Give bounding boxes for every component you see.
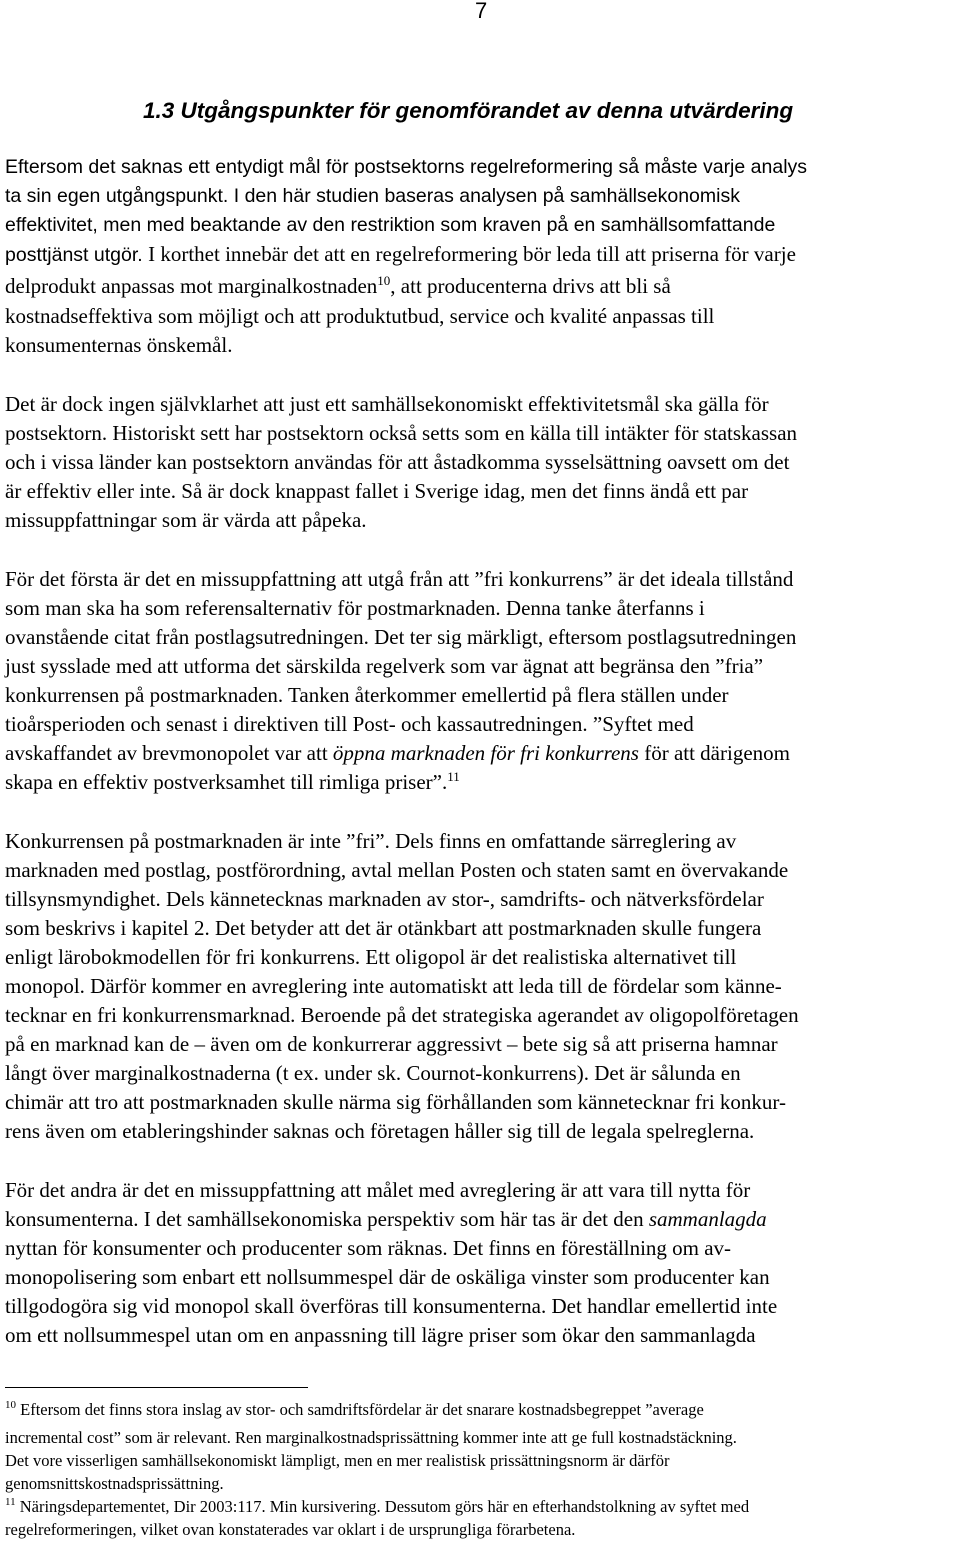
footnote-line: incremental cost” som är relevant. Ren marginalkostnadsprissättning kommer inte att ge full kostnadstäckning. bbox=[5, 1428, 737, 1447]
body-line: avskaffandet av brevmonopolet var att öppna marknaden för fri konkurrens för att därigenom bbox=[5, 741, 790, 765]
body-line: på en marknad kan de – även om de konkurrerar aggressivt – bete sig så att priserna hamnar bbox=[5, 1032, 778, 1056]
body-line: nyttan för konsumenter och producenter som räknas. Det finns en föreställning om av- bbox=[5, 1236, 732, 1260]
body-line: postsektorn. Historiskt sett har postsektorn också setts som en källa till intäkter för statskassan bbox=[5, 421, 798, 445]
emphasis-text: sammanlagda bbox=[648, 1207, 767, 1231]
body-line: tillgodogöra sig vid monopol skall överföras till konsumenterna. Det handlar emellertid inte bbox=[5, 1294, 778, 1318]
body-line: monopol. Därför kommer en avreglering inte automatiskt att leda till de fördelar som känne- bbox=[5, 974, 782, 998]
body-line: enligt lärobokmodellen för fri konkurrens. Ett oligopol är det realistiska alternativet till bbox=[5, 945, 737, 969]
body-line: För det andra är det en missuppfattning att målet med avreglering är att vara till nytta för bbox=[5, 1178, 751, 1202]
body-line: Det är dock ingen självklarhet att just ett samhällsekonomiskt effektivitetsmål ska gälla för bbox=[5, 392, 769, 416]
body-line: konsumenternas önskemål. bbox=[5, 333, 233, 357]
body-line: ta sin egen utgångspunkt. I den här studien baseras analysen på samhällsekonomisk bbox=[5, 185, 740, 207]
body-line: posttjänst utgör. I korthet innebär det att en regelreformering bör leda till att priserna för varje bbox=[5, 242, 796, 266]
body-line: just sysslade med att utforma det särskilda regelverk som var ägnat att begränsa den ”fria” bbox=[5, 654, 764, 678]
body-line: konsumenterna. I det samhällsekonomiska perspektiv som här tas är det den sammanlagda bbox=[5, 1207, 767, 1231]
body-line: effektivitet, men med beaktande av den restriktion som kraven på en samhällsomfattande bbox=[5, 214, 776, 236]
body-line: ovanstående citat från postlagsutredningen. Det ter sig märkligt, eftersom postlagsutredningen bbox=[5, 625, 797, 649]
body-line: missuppfattningar som är värda att påpeka. bbox=[5, 508, 367, 532]
footnote-line: regelreformeringen, vilket ovan konstaterades var oklart i de ursprungliga förarbetena. bbox=[5, 1520, 576, 1539]
body-line: som man ska ha som referensalternativ för postmarknaden. Denna tanke återfanns i bbox=[5, 596, 705, 620]
footnote-line: Det vore visserligen samhällsekonomiskt lämpligt, men en mer realistisk prissättningsnorm är därför bbox=[5, 1451, 670, 1470]
body-line: rens även om etableringshinder saknas och företagen håller sig till de legala spelreglerna. bbox=[5, 1119, 755, 1143]
footnote-10: $^{10}$ Eftersom det finns stora inslag av stor- och samdriftsfördelar är det snarare kostnadsbegreppet ”average bbox=[5, 1399, 704, 1419]
footnote-line: genomsnittskostnadsprissättning. bbox=[5, 1474, 224, 1493]
body-line: konkurrensen på postmarknaden. Tanken återkommer emellertid på flera ställen under bbox=[5, 683, 729, 707]
body-line: chimär att tro att postmarknaden skulle närma sig förhållanden som kännetecknar fri konkur- bbox=[5, 1090, 786, 1114]
body-line: kostnadseffektiva som möjligt och att produktutbud, service och kvalité anpassas till bbox=[5, 304, 715, 328]
body-line: monopolisering som enbart ett nollsummespel där de oskäliga vinster som producenter kan bbox=[5, 1265, 770, 1289]
section-heading: 1.3 Utgångspunkter för genomförandet av denna utvärdering bbox=[143, 98, 794, 123]
body-line: om ett nollsummespel utan om en anpassning till lägre priser som ökar den sammanlagda bbox=[5, 1323, 756, 1347]
footnote-number: 10 bbox=[5, 1399, 16, 1411]
footnote-ref-10[interactable]: 10 bbox=[377, 273, 391, 288]
body-line: skapa en effektiv postverksamhet till rimliga priser”.$^{11}$ bbox=[5, 769, 460, 794]
body-line: Eftersom det saknas ett entydigt mål för postsektorns regelreformering så måste varje analys bbox=[5, 156, 808, 178]
body-line: tioårsperioden och senast i direktiven till Post- och kassautredningen. ”Syftet med bbox=[5, 712, 694, 736]
page-number: 7 bbox=[475, 0, 488, 23]
body-line: För det första är det en missuppfattning att utgå från att ”fri konkurrens” är det ideala tillstånd bbox=[5, 567, 794, 591]
body-line: tillsynsmyndighet. Dels kännetecknas marknaden av stor-, samdrifts- och nätverksfördelar bbox=[5, 887, 764, 911]
body-line: är effektiv eller inte. Så är dock knappast fallet i Sverige idag, men det finns ändå ett par bbox=[5, 479, 749, 503]
body-line: och i vissa länder kan postsektorn användas för att åstadkomma sysselsättning oavsett om det bbox=[5, 450, 790, 474]
footnote-number: 11 bbox=[5, 1496, 16, 1508]
body-line: tecknar en fri konkurrensmarknad. Beroende på det strategiska agerandet av oligopolföretagen bbox=[5, 1003, 799, 1027]
emphasis-text: öppna marknaden för fri konkurrens bbox=[332, 741, 639, 765]
footnote-divider bbox=[5, 1387, 308, 1388]
body-line: marknaden med postlag, postförordning, avtal mellan Posten och staten samt en övervakande bbox=[5, 858, 789, 882]
footnote-ref-11[interactable]: 11 bbox=[447, 769, 460, 784]
body-line: delprodukt anpassas mot marginalkostnaden$^{10}$, att producenterna drivs att bli så bbox=[5, 273, 671, 298]
footnote-11: $^{11}$ Näringsdepartementet, Dir 2003:117. Min kursivering. Dessutom görs här en efterhandstolkning av syftet med bbox=[5, 1496, 750, 1516]
body-line: som beskrivs i kapitel 2. Det betyder att det är otänkbart att postmarknaden skulle fungera bbox=[5, 916, 762, 940]
body-line: långt över marginalkostnaderna (t ex. under sk. Cournot-konkurrens). Det är sålunda en bbox=[5, 1061, 741, 1085]
body-line: Konkurrensen på postmarknaden är inte ”fri”. Dels finns en omfattande särreglering av bbox=[5, 829, 737, 853]
